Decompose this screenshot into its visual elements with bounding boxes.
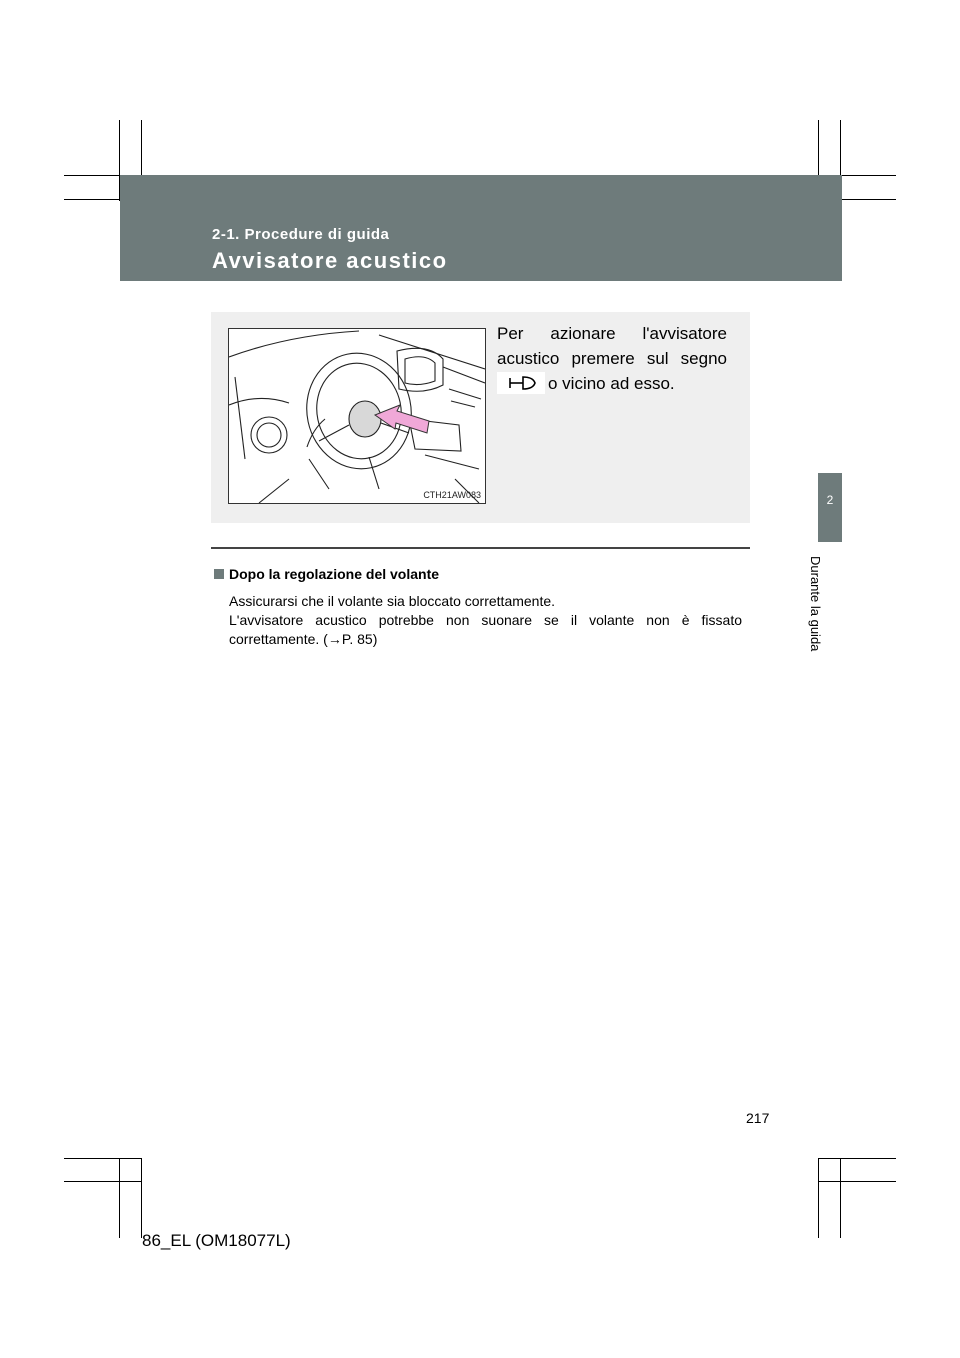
page-title: Avvisatore acustico [212, 248, 448, 273]
section-label: 2-1. Procedure di guida [212, 226, 390, 243]
horn-icon [497, 372, 545, 394]
note-heading-text: Dopo la regolazione del volante [229, 566, 440, 582]
page-header [120, 175, 842, 281]
note-body [229, 592, 742, 649]
crop-mark [842, 175, 896, 176]
horn-icon [497, 372, 545, 394]
crop-mark [119, 1158, 120, 1238]
chapter-tab[interactable]: 2 [818, 473, 842, 542]
instruction-horn-line [497, 371, 675, 396]
instruction-text [497, 321, 727, 371]
crop-mark [64, 175, 120, 176]
crop-mark [840, 1158, 841, 1238]
bullet-square-icon [214, 569, 224, 579]
note-line: Assicurarsi che il volante sia bloccato correttamente. [229, 593, 556, 609]
steering-wheel-drawing [229, 329, 485, 503]
crop-mark [64, 1181, 142, 1182]
crop-mark [818, 1158, 819, 1238]
instruction-line: Per azionare l'avvisatore [497, 324, 727, 343]
chapter-title-vertical [799, 556, 859, 660]
crop-mark [64, 1158, 142, 1159]
figure-code: CTH21AW083 [423, 490, 481, 500]
crop-mark [818, 1181, 896, 1182]
note-line: L'avvisatore acustico potrebbe non suonare se il volante non è fissato [229, 612, 742, 628]
instruction-panel [211, 312, 750, 523]
press-arrow [375, 405, 429, 433]
crop-mark [64, 199, 120, 200]
chapter-title: Durante la guida [808, 556, 823, 652]
section-divider [211, 547, 750, 549]
document-code: 86_EL (OM18077L) [142, 1231, 291, 1250]
crop-mark [842, 199, 896, 200]
instruction-line: acustico premere sul segno [497, 349, 727, 368]
crop-mark [818, 1158, 896, 1159]
crop-mark [141, 1158, 142, 1238]
instruction-line: o vicino ad esso. [548, 374, 675, 393]
note-line: correttamente. (→P. 85) [229, 631, 378, 647]
page-number: 217 [746, 1110, 770, 1126]
note-heading [214, 566, 439, 582]
steering-wheel-illustration [228, 328, 486, 504]
